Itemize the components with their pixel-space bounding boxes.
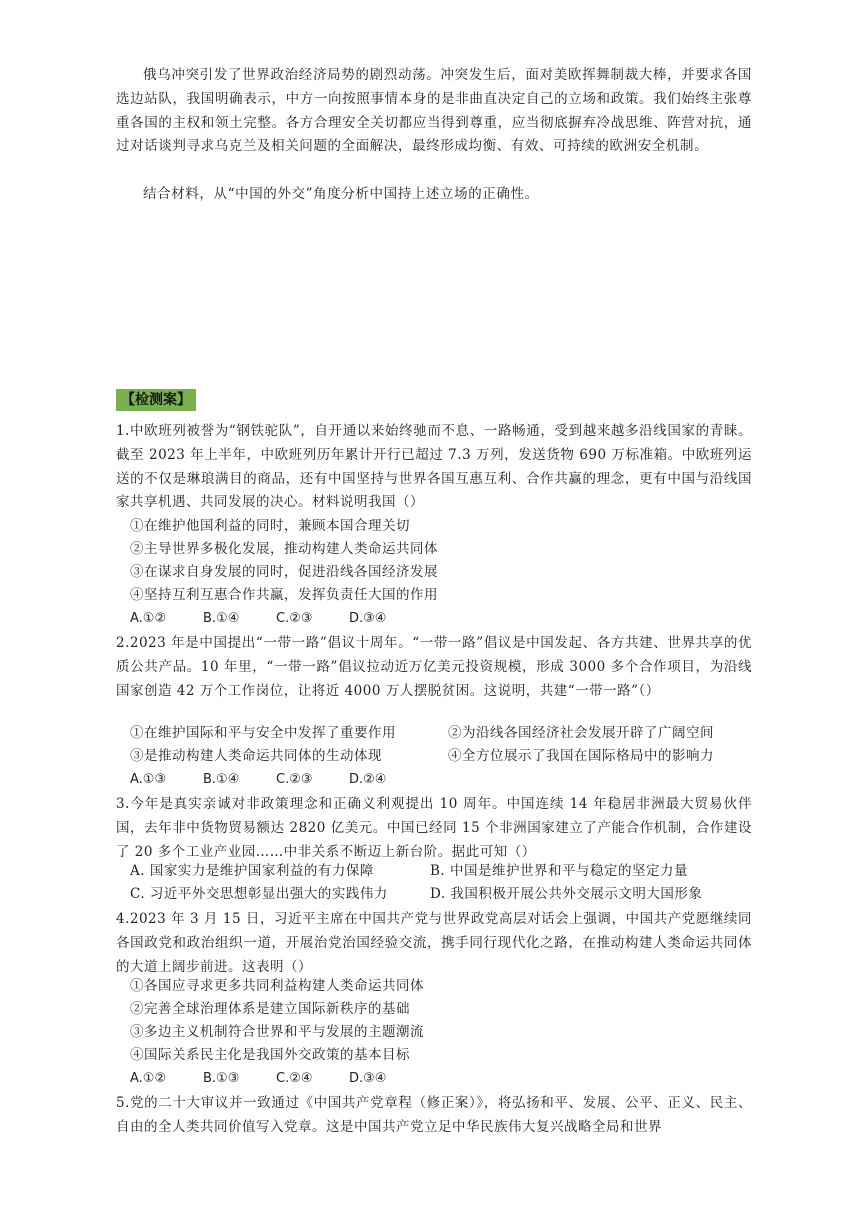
question-4-option-1: ①各国应寻求更多共同利益构建人类命运共同体 bbox=[130, 978, 424, 994]
question-1-stem: 1.中欧班列被誉为“钢铁驼队”，自开通以来始终驰而不息、一路畅通，受到越来越多沿线国家的青睐。截至 2023 年上半年，中欧班列历年累计开行已超过 7.3 万列，发送货物 690 万标准箱。中欧班列运送的不仅是琳琅满目的商品，还有中国坚持与世界各国互惠互利、合作共赢的理念，更有中国与沿线国家共享机遇、共同发展的决心。材料说明我国（） bbox=[116, 423, 752, 511]
question-3-stem: 3.今年是真实亲诚对非政策理念和正确义利观提出 10 周年。中国连续 14 年稳居非洲最大贸易伙伴国，去年非中货物贸易额达 2820 亿美元。中国已经同 15 个非洲国家建立了产能合作机制，合作建设了 20 多个工业产业园……中非关系不断迈上新台阶。据此可知（） bbox=[116, 796, 752, 860]
question-3-option-b[interactable]: B. 中国是维护世界和平与稳定的坚定力量 bbox=[430, 863, 689, 879]
question-2-choices bbox=[130, 768, 422, 792]
question-4-choice-d[interactable]: D.③④ bbox=[349, 1071, 387, 1086]
task-paragraph: 结合材料，从“中国的外交”角度分析中国持上述立场的正确性。 bbox=[143, 186, 539, 202]
question-1-option-3: ③在谋求自身发展的同时，促进沿线各国经济发展 bbox=[130, 564, 438, 580]
question-3-option-c[interactable]: C. 习近平外交思想彰显出强大的实践伟力 bbox=[130, 886, 388, 902]
question-2-choice-b[interactable]: B.①④ bbox=[203, 772, 240, 787]
section-title: 【检测案】 bbox=[116, 389, 196, 411]
question-1-option-2: ②主导世界多极化发展，推动构建人类命运共同体 bbox=[130, 541, 438, 557]
question-4-stem: 4.2023 年 3 月 15 日，习近平主席在中国共产党与世界政党高层对话会上强调，中国共产党愿继续同各国政党和政治组织一道，开展治党治国经验交流，携手同行现代化之路，在推动构建人类命运共同体的大道上阔步前进。这表明（） bbox=[116, 911, 752, 975]
question-2-option-4: ④全方位展示了我国在国际格局中的影响力 bbox=[448, 748, 714, 764]
question-4-choice-b[interactable]: B.①③ bbox=[203, 1071, 240, 1086]
material-paragraph: 俄乌冲突引发了世界政治经济局势的剧烈动荡。冲突发生后，面对美欧挥舞制裁大棒，并要求各国选边站队，我国明确表示，中方一向按照事情本身的是非曲直决定自己的立场和政策。我们始终主张尊重各国的主权和领土完整。各方合理安全关切都应当得到尊重，应当彻底摒弃冷战思维、阵营对抗，通过对话谈判寻求乌克兰及相关问题的全面解决，最终形成均衡、有效、可持续的欧洲安全机制。 bbox=[116, 67, 752, 155]
question-4-option-3: ③多边主义机制符合世界和平与发展的主题潮流 bbox=[130, 1024, 424, 1040]
question-4-option-4: ④国际关系民主化是我国外交政策的基本目标 bbox=[130, 1047, 410, 1063]
question-2-choice-c[interactable]: C.②③ bbox=[276, 772, 313, 787]
question-4-choice-c[interactable]: C.②④ bbox=[276, 1071, 313, 1086]
question-2-choice-a[interactable]: A.①③ bbox=[130, 772, 167, 787]
question-1-option-4: ④坚持互利互惠合作共赢，发挥负责任大国的作用 bbox=[130, 587, 438, 603]
question-1-choice-d[interactable]: D.③④ bbox=[349, 611, 387, 626]
question-1-choices bbox=[130, 607, 422, 631]
question-2-stem: 2.2023 年是中国提出“一带一路”倡议十周年。“一带一路”倡议是中国发起、各方共建、世界共享的优质公共产品。10 年里，“一带一路”倡议拉动近万亿美元投资规模，形成 3000 多个合作项目，为沿线国家创造 42 万个工作岗位，让将近 4000 万人摆脱贫困。这说明，共建“一带一路”（） bbox=[116, 635, 752, 699]
question-5-stem: 5.党的二十大审议并一致通过《中国共产党章程（修正案）》，将弘扬和平、发展、公平、正义、民主、自由的全人类共同价值写入党章。这是中国共产党立足中华民族伟大复兴战略全局和世界 bbox=[116, 1095, 752, 1135]
question-4-choices bbox=[130, 1067, 422, 1091]
question-3-option-a[interactable]: A. 国家实力是维护国家利益的有力保障 bbox=[130, 863, 374, 879]
question-2-option-1: ①在维护国际和平与安全中发挥了重要作用 bbox=[130, 725, 396, 741]
question-2-choice-d[interactable]: D.②④ bbox=[349, 772, 387, 787]
question-4-choice-a[interactable]: A.①② bbox=[130, 1071, 167, 1086]
question-4-option-2: ②完善全球治理体系是建立国际新秩序的基础 bbox=[130, 1001, 410, 1017]
question-1-choice-b[interactable]: B.①④ bbox=[203, 611, 240, 626]
question-1-choice-a[interactable]: A.①② bbox=[130, 611, 167, 626]
question-1-option-1: ①在维护他国利益的同时，兼顾本国合理关切 bbox=[130, 518, 410, 534]
question-2-option-3: ③是推动构建人类命运共同体的生动体现 bbox=[130, 748, 382, 764]
question-1-choice-c[interactable]: C.②③ bbox=[276, 611, 313, 626]
question-2-option-2: ②为沿线各国经济社会发展开辟了广阔空间 bbox=[448, 725, 714, 741]
question-3-option-d[interactable]: D. 我国积极开展公共外交展示文明大国形象 bbox=[430, 886, 703, 902]
